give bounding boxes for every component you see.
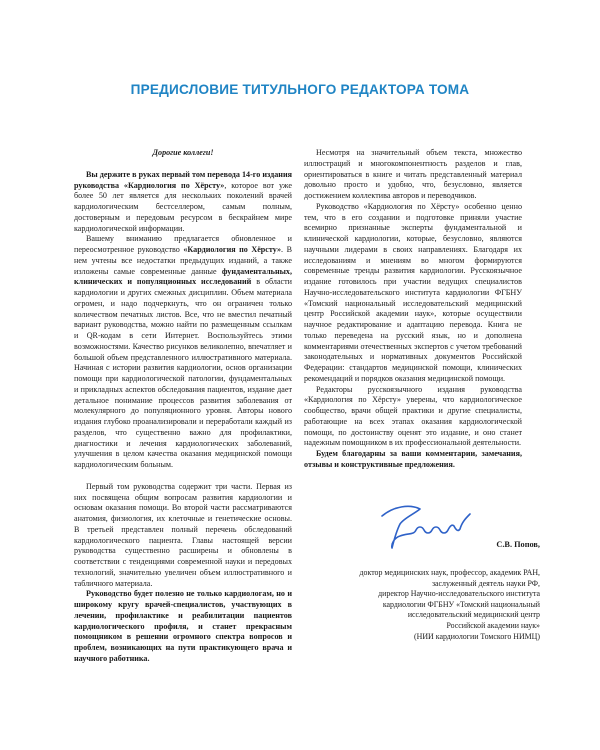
text-run: Вашему вниманию предлагается обновленное и переосмотренное руководство bbox=[74, 234, 292, 254]
left-paragraph-4 bbox=[74, 589, 292, 664]
audience-bold-text: Руководство будет полезно не только кардиологам, но и широкому кругу врачей-специалистов, участвующих в лечении, профилактике и реабилитации пациентов кардиологического профиля, и станет прекрасным помощником в решении огромного спектра вопросов и проблем, возникающих на пути практикующего врача и научного работника. bbox=[74, 589, 292, 663]
right-paragraph-2: Руководство «Кардиология по Хёрсту» особенно ценно тем, что в его создании и подготовке приняли участие всемирно признанные эксперты фундаментальной и клинической кардиологии, которые, безусловно, являются научными лидерами в своих направлениях. Благодаря их исследованиям и мнениям во многом формируются современные тренды развития кардиологии. Русскоязычное издание готовилось при участии ведущих специалистов Научно-исследовательского института кардиологии ФГБНУ «Томский национальный исследовательский медицинский центр Российской академии наук», которые осуществили научное редактирование и адаптацию перевода. Книга не только переведена на русский язык, но и дополнена комментариями отечественных экспертов с учетом требований законодательных и нормативных документов Российской Федерации: стандартов медицинской помощи, клинических рекомендаций и порядков оказания медицинской помощи. bbox=[304, 201, 522, 383]
right-paragraph-3: Редакторы русскоязычного издания руководства «Кардиология по Хёрсту» уверены, что кардиологическое сообщество, врачи общей практики и другие специалисты, работающие на всех этапах оказания кардиологической помощи, по достоинству оценят это издание, и оно станет надежным помощником в их профессиональной деятельности. bbox=[304, 384, 522, 448]
signer-title-line: (НИИ кардиологии Томского НИМЦ) bbox=[414, 631, 540, 641]
book-title-bold: «Кардиология по Хёрсту» bbox=[183, 245, 282, 254]
signer-title-line: директор Научно-исследовательского института bbox=[378, 589, 540, 599]
feedback-bold-text: Будем благодарны за ваши комментарии, замечания, отзывы и конструктивные предложения. bbox=[304, 449, 522, 469]
signer-title-line: кардиологии ФГБНУ «Томский национальный bbox=[382, 599, 540, 609]
left-column bbox=[74, 148, 292, 665]
right-column bbox=[304, 148, 522, 471]
signature-icon bbox=[372, 496, 472, 554]
lead-bold-text: Вы держите в руках первый том перевода 14-го издания руководства «Кардиология по Хёрсту» bbox=[74, 169, 292, 190]
signer-name: С.В. Попов, bbox=[496, 540, 540, 549]
salutation: Дорогие коллеги! bbox=[152, 148, 214, 157]
signer-title-line: Российской академии наук» bbox=[446, 620, 540, 630]
left-paragraph-3: Первый том руководства содержит три части. Первая из них посвящена общим вопросам развития кардиологии и основам оказания помощи. Во второй части рассматриваются анатомия, физиология, их клеточные и генетические основы. В третьей представлен полный перечень обследований кардиологического пациента. Главы настоящей версии руководства существенно расширены и обновлены в соответствии с тенденциями современной науки и передовых технологий, значительно увеличен объем иллюстративного и табличного материала. bbox=[74, 481, 292, 588]
signer-titles bbox=[330, 568, 540, 642]
signer-title-line: заслуженный деятель науки РФ, bbox=[431, 578, 540, 588]
right-paragraph-4 bbox=[304, 449, 522, 471]
lead-text: , которое вот уже более 50 лет является для нескольких поколений врачей кардиологическим бестселлером, самым полным, достоверным и передовым ресурсом в бескрайнем мире кардиологической информации. bbox=[74, 180, 292, 233]
text-run: . В нем учтены все недостатки предыдущих изданий, а также изложены самые современные данные bbox=[74, 245, 292, 276]
left-paragraph-2 bbox=[74, 234, 292, 471]
right-paragraph-1: Несмотря на значительный объем текста, множество иллюстраций и многокомпонентность разделов и глав, ориентироваться в книге и читать представленный материал довольно просто и удобно, что, безусловно, является достижением коллектива авторов и переводчиков. bbox=[304, 148, 522, 200]
text-run: в области кардиологии и других смежных дисциплин. Объем материала огромен, и надо подчеркнуть, что он ограничен только количеством печатных листов. Все, что не вместил печатный вариант руководства, можно найти по размещенным ссылкам и QR-кодам в сети Интернет. Воспользуйтесь этими возможностями. Качество рисунков великолепно, впечатляет и большой объем представленного иллюстративного материала. Начиная с истории развития кардиологии, основ организации помощи при кардиологической патологии, фундаментальных и прикладных аспектов обследования пациентов, издание дает детальное понимание процессов развития заболевания от молекулярного до популяционного уровня. Авторы нового издания глубоко проанализировали и переработали каждый из разделов, что существенно важно для профилактики, диагностики и лечения кардиологических заболеваний, улучшения в целом качества оказания медицинской помощи кардиологическим больным. bbox=[74, 277, 292, 469]
page-title: ПРЕДИСЛОВИЕ ТИТУЛЬНОГО РЕДАКТОРА ТОМА bbox=[130, 82, 470, 97]
signer-title-line: исследовательский медицинский центр bbox=[407, 610, 540, 620]
research-bold: фундаментальных, клинических и популяционных исследований bbox=[74, 266, 292, 287]
left-paragraph-1 bbox=[74, 170, 292, 235]
signer-title-line: доктор медицинских наук, профессор, академик РАН, bbox=[359, 568, 540, 577]
